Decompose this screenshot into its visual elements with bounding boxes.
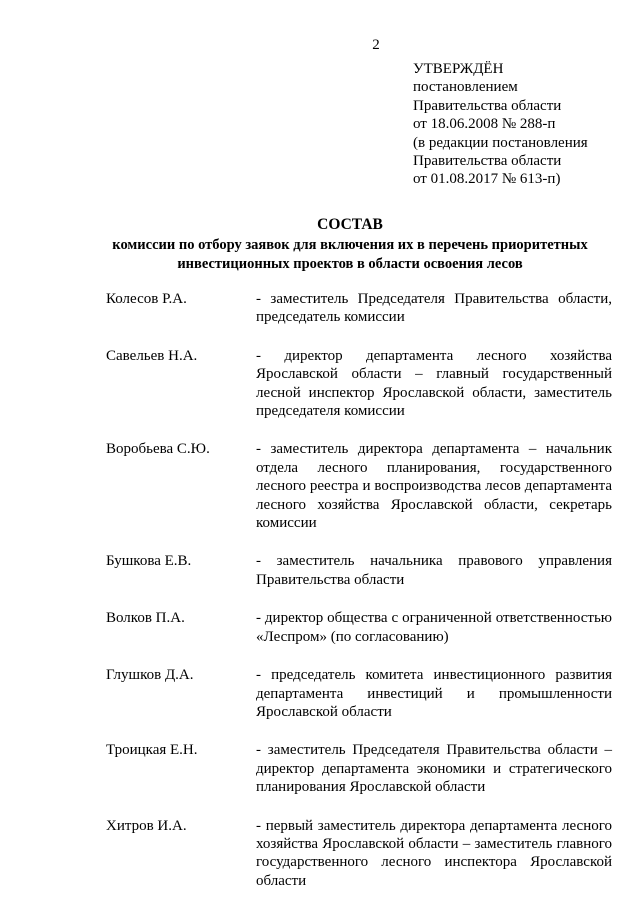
member-name: Бушкова Е.В.: [106, 553, 192, 570]
approval-line: Правительства области: [413, 97, 562, 114]
member-row: [106, 290, 612, 327]
member-row: [106, 666, 612, 721]
member-role: - заместитель Председателя Правительства области – директор департамента экономики и стратегического планирования Ярославской области: [256, 742, 612, 796]
member-role: - директор общества с ограниченной ответственностью «Леспром» (по согласованию): [256, 610, 612, 645]
approval-line: (в редакции постановления: [413, 134, 588, 151]
member-role: - заместитель директора департамента – начальник отдела лесного планирования, государственного лесного реестра и воспроизводства лесов департамента лесного хозяйства Ярославской области, секретарь комиссии: [256, 441, 612, 532]
member-name: Савельев Н.А.: [106, 347, 198, 364]
heading-subtitle-line: инвестиционных проектов в области освоения лесов: [177, 255, 523, 272]
approval-line: от 01.08.2017 № 613-п): [413, 171, 561, 188]
approval-line: Правительства области: [413, 153, 562, 170]
member-role: - заместитель Председателя Правительства области, председатель комиссии: [256, 291, 612, 326]
member-row: [106, 741, 612, 796]
approval-stamp: [413, 60, 633, 189]
member-row: [106, 817, 612, 891]
page-number: 2: [372, 37, 380, 53]
heading-subtitle-line: комиссии по отбору заявок для включения их в перечень приоритетных: [112, 237, 588, 254]
approval-line: постановлением: [413, 79, 518, 96]
member-name: Волков П.А.: [106, 610, 185, 627]
member-role: - заместитель начальника правового управления Правительства области: [256, 553, 612, 588]
approval-line: УТВЕРЖДЁН: [413, 61, 504, 77]
member-role: - директор департамента лесного хозяйства Ярославской области – главный государственный лесной инспектор Ярославской области, заместитель председателя комиссии: [256, 347, 612, 420]
member-row: [106, 609, 612, 646]
document-heading: [60, 216, 640, 273]
heading-title: СОСТАВ: [317, 216, 383, 233]
member-name: Троицкая Е.Н.: [106, 742, 198, 759]
member-row: [106, 347, 612, 421]
approval-line: от 18.06.2008 № 288-п: [413, 116, 556, 133]
member-row: [106, 552, 612, 589]
commission-members-list: [106, 290, 612, 910]
member-name: Глушков Д.А.: [106, 667, 194, 684]
member-name: Воробьева С.Ю.: [106, 441, 210, 458]
member-name: Колесов Р.А.: [106, 291, 187, 307]
member-role: - председатель комитета инвестиционного развития департамента инвестиций и промышленности Ярославской области: [256, 667, 612, 720]
member-row: [106, 440, 612, 532]
member-role: - первый заместитель директора департамента лесного хозяйства Ярославской области – заместитель главного государственного лесного инспектора Ярославской области: [256, 817, 612, 889]
member-name: Хитров И.А.: [106, 817, 187, 834]
